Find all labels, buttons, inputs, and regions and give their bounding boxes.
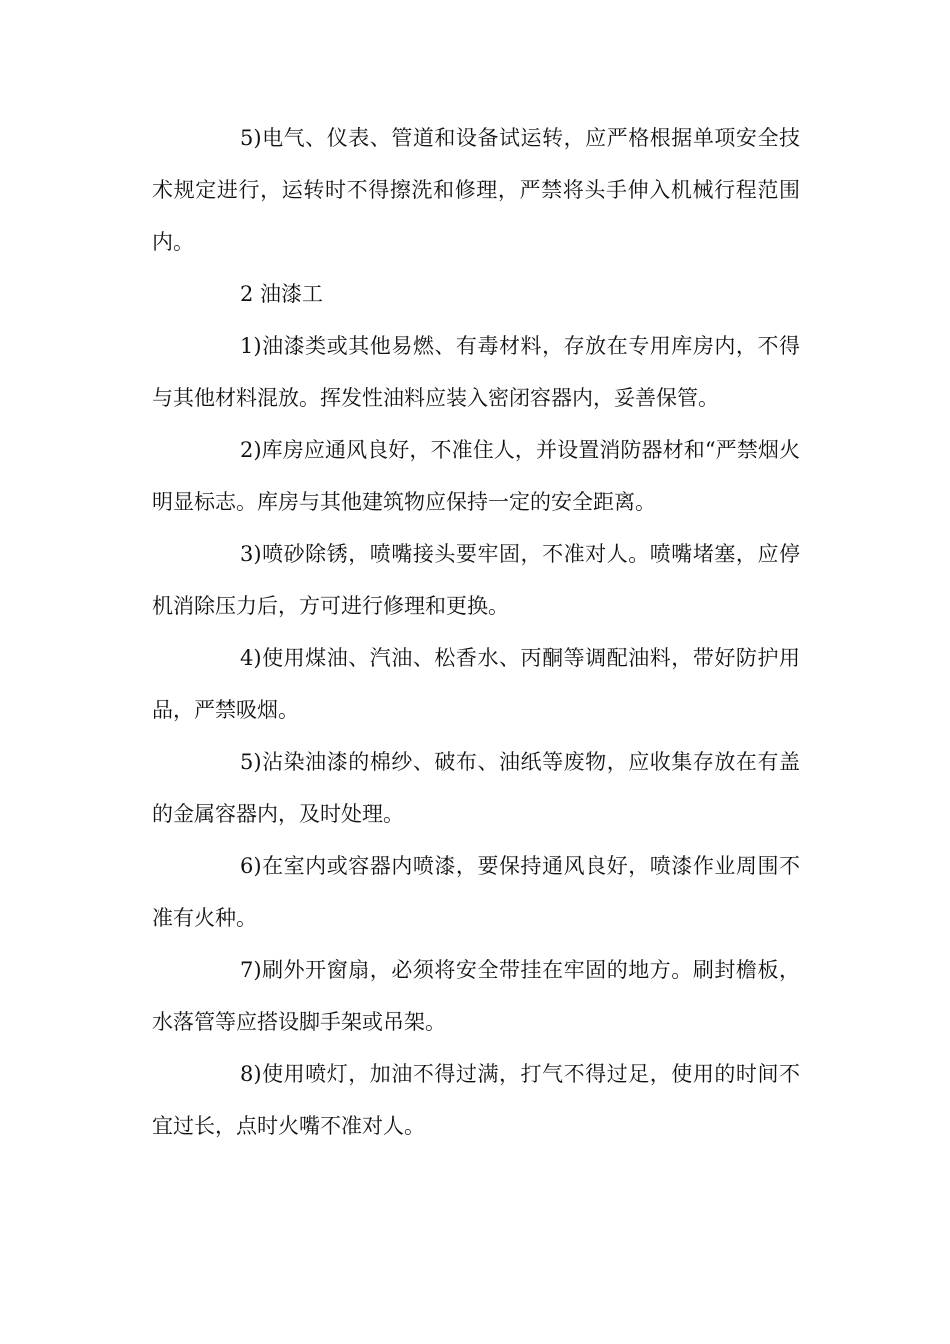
paragraph-window-painting: 7)刷外开窗扇，必须将安全带挂在牢固的地方。刷封檐板，水落管等应搭设脚手架或吊架。 <box>152 958 800 1034</box>
paragraph-sandblasting: 3)喷砂除锈，喷嘴接头要牢固，不准对人。喷嘴堵塞，应停机消除压力后，方可进行修理和更换。 <box>152 542 800 618</box>
paragraph-paint-storage: 1)油漆类或其他易燃、有毒材料，存放在专用库房内，不得与其他材料混放。挥发性油料应装入密闭容器内，妥善保管。 <box>152 334 800 410</box>
paragraph-solvent-mixing: 4)使用煤油、汽油、松香水、丙酮等调配油料，带好防护用品，严禁吸烟。 <box>152 646 800 722</box>
section-heading-painter: 2 油漆工 <box>240 282 324 306</box>
paragraph-electrical-trial-run: 5)电气、仪表、管道和设备试运转，应严格根据单项安全技术规定进行，运转时不得擦洗和修理，严禁将头手伸入机械行程范围内。 <box>152 126 800 254</box>
paragraph-waste-disposal: 5)沾染油漆的棉纱、破布、油纸等废物，应收集存放在有盖的金属容器内，及时处理。 <box>152 750 800 826</box>
paragraph-blowtorch-use: 8)使用喷灯，加油不得过满，打气不得过足，使用的时间不宜过长，点时火嘴不准对人。 <box>152 1062 800 1138</box>
paragraph-indoor-spraying: 6)在室内或容器内喷漆，要保持通风良好，喷漆作业周围不准有火种。 <box>152 854 800 930</box>
document-body <box>152 112 800 1152</box>
paragraph-warehouse-ventilation: 2)库房应通风良好，不准住人，并设置消防器材和“严禁烟火明显标志。库房与其他建筑物应保持一定的安全距离。 <box>152 438 800 514</box>
